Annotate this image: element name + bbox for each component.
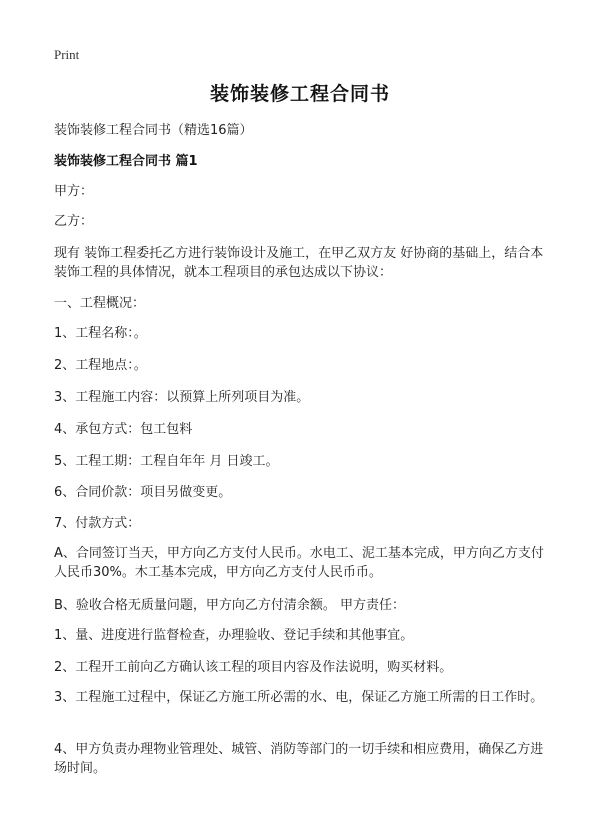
list-item: 4、甲方负责办理物业管理处、城管、消防等部门的一切手续和相应费用，确保乙方进场时间。 xyxy=(54,742,544,776)
list-item: 3、工程施工内容：以预算上所列项目为准。 xyxy=(54,390,310,405)
list-item: 2、工程开工前向乙方确认该工程的项目内容及作法说明，购买材料。 xyxy=(54,660,453,675)
list-item: 2、工程地点：。 xyxy=(54,358,147,373)
list-item: 1、工程名称：。 xyxy=(54,326,147,341)
page-title: 装饰装修工程合同书 xyxy=(209,83,390,105)
section-heading: 装饰装修工程合同书 篇1 xyxy=(54,154,198,169)
list-item: B、验收合格无质量问题，甲方向乙方付清余额。 甲方责任： xyxy=(54,598,406,613)
party-b-line: 乙方： xyxy=(54,214,94,229)
list-item: 1、量、进度进行监督检查，办理验收、登记手续和其他事宜。 xyxy=(54,628,414,643)
list-item: A、合同签订当天，甲方向乙方支付人民币。水电工、泥工基本完成，甲方向乙方支付人民币30%。木工基本完成，甲方向乙方支付人民币币。 xyxy=(54,546,544,580)
list-item: 5、工程工期：工程自年年 月 日竣工。 xyxy=(54,454,279,469)
document-subtitle: 装饰装修工程合同书（精选16篇） xyxy=(54,123,253,138)
list-item: 3、工程施工过程中，保证乙方施工所必需的水、电，保证乙方施工所需的日工作时。 xyxy=(54,690,544,705)
list-item: 6、合同价款：项目另做变更。 xyxy=(54,485,232,500)
party-a-line: 甲方： xyxy=(54,184,94,199)
list-item: 一、工程概况： xyxy=(54,296,146,311)
list-item: 4、承包方式：包工包料 xyxy=(54,422,193,437)
print-label: Print xyxy=(54,47,80,62)
intro-paragraph: 现有 装饰工程委托乙方进行装饰设计及施工，在甲乙双方友 好协商的基础上，结合本装饰工程的具体情况，就本工程项目的承包达成以下协议： xyxy=(54,246,544,280)
list-item: 7、付款方式： xyxy=(54,516,141,531)
